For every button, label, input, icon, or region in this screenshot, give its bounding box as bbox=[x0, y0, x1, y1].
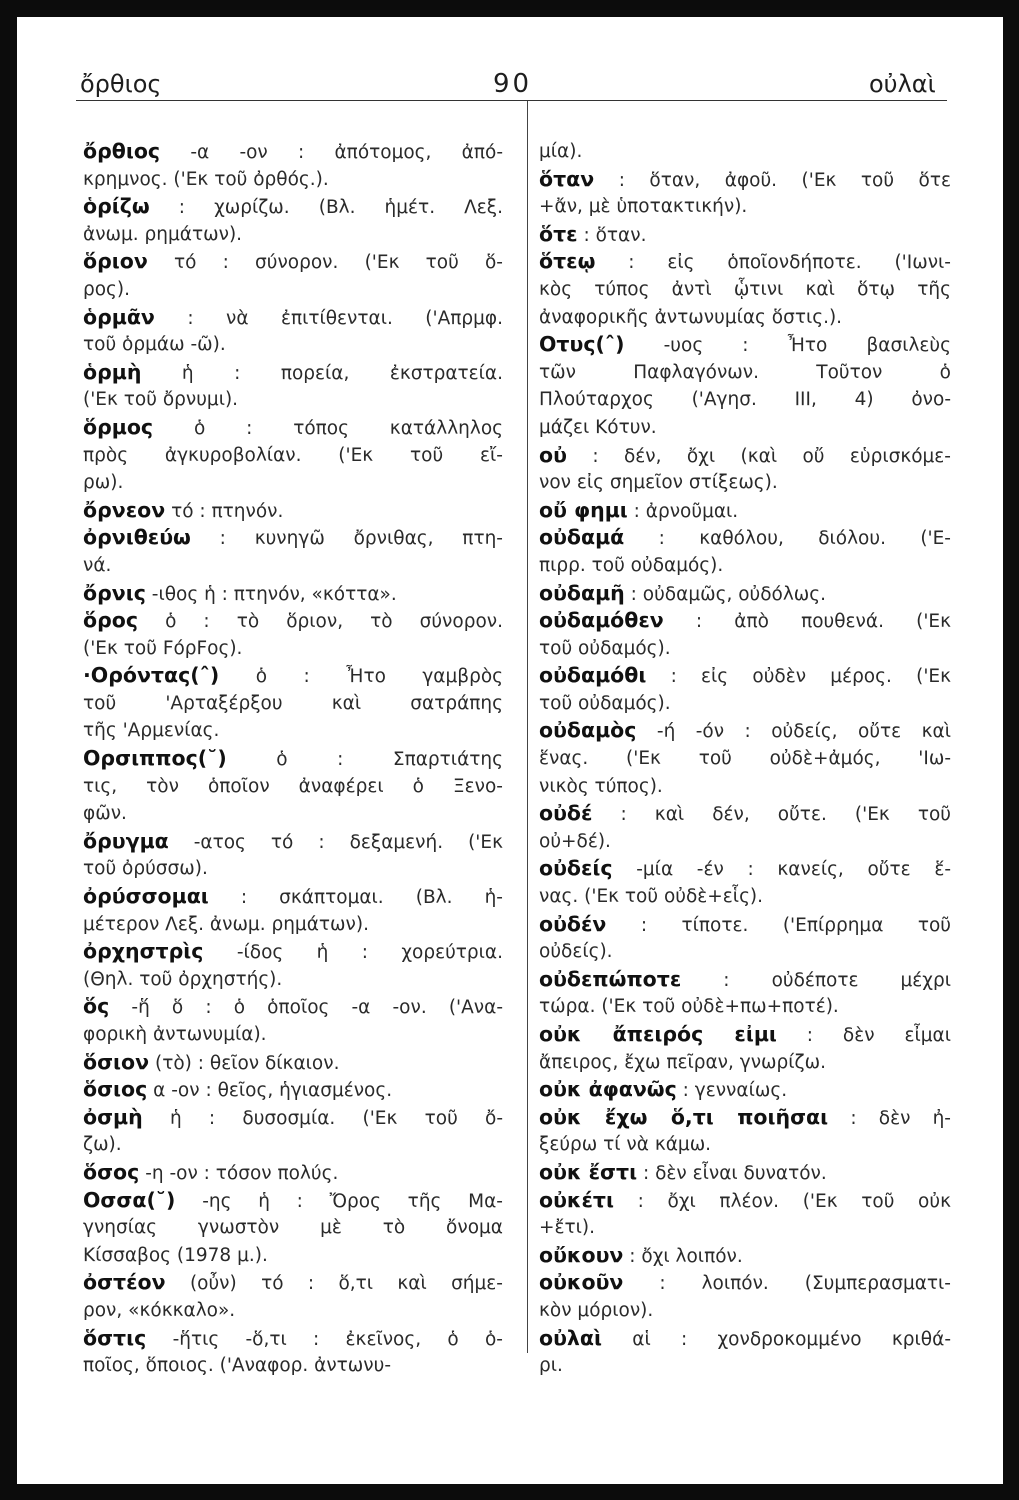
entry-line bbox=[539, 828, 951, 856]
dictionary-entry bbox=[83, 138, 503, 193]
headword: ὄρνεον bbox=[83, 497, 166, 522]
headword: ὁρμᾶν bbox=[83, 304, 155, 329]
dictionary-entry bbox=[539, 607, 951, 662]
definition-text: : δὲν εἶναι δυνατόν. bbox=[642, 1162, 827, 1184]
entry-line bbox=[83, 1187, 503, 1215]
dictionary-entry bbox=[83, 828, 503, 883]
headword: οὐδέ bbox=[539, 801, 593, 826]
definition-text: ἄπειρος, ἔχω πεῖραν, γνωρίζω. bbox=[539, 1051, 826, 1073]
entry-line bbox=[83, 414, 503, 442]
headword: ὅρμος bbox=[83, 414, 154, 439]
dictionary-entry bbox=[83, 662, 503, 745]
dictionary-entry bbox=[539, 497, 951, 525]
entry-line bbox=[539, 911, 951, 939]
dictionary-entry bbox=[83, 1076, 503, 1104]
definition-text: : ἀπὸ πουθενά. ('Εκ bbox=[695, 611, 951, 633]
definition-text: φῶν. bbox=[83, 803, 127, 825]
entry-line bbox=[539, 1242, 951, 1270]
definition-text: κὸν μόριον). bbox=[539, 1299, 654, 1321]
definition-text: κρημνος. ('Εκ τοῦ ὀρθός.). bbox=[83, 168, 329, 190]
entry-line bbox=[539, 580, 951, 608]
headword: ὄρνις bbox=[83, 580, 146, 605]
definition-text: -ἥτις -ὅ,τι : ἐκεῖνος, ὁ ὁ- bbox=[172, 1328, 503, 1350]
entry-line bbox=[83, 359, 503, 387]
dictionary-entry bbox=[83, 248, 503, 303]
entry-line bbox=[539, 442, 951, 470]
entry-line bbox=[539, 938, 951, 966]
entry-line bbox=[539, 221, 951, 249]
definition-text: : λοιπόν. (Συμπερασματι- bbox=[659, 1273, 951, 1295]
definition-text: ('Εκ τοῦ ϜόρϜος). bbox=[83, 637, 243, 659]
definition-text: τοῦ οὐδαμός). bbox=[539, 692, 671, 714]
definition-text: τώρα. ('Εκ τοῦ οὐδὲ+πω+ποτέ). bbox=[539, 996, 839, 1018]
entry-line bbox=[539, 1159, 951, 1187]
entry-line bbox=[539, 607, 951, 635]
definition-text: +ἔτι). bbox=[539, 1217, 595, 1239]
entry-line bbox=[83, 745, 503, 773]
definition-text: ὁ : Σπαρτιάτης bbox=[276, 749, 503, 771]
entry-line bbox=[539, 359, 951, 387]
definition-text: ποῖος, ὅποιος. ('Αναφορ. ἀντωνυ- bbox=[83, 1355, 392, 1377]
entry-line bbox=[539, 662, 951, 690]
entry-line bbox=[83, 580, 503, 608]
headword: οὐκοῦν bbox=[539, 1270, 624, 1295]
entry-line bbox=[83, 1076, 503, 1104]
definition-text: πιρρ. τοῦ οὐδαμός). bbox=[539, 554, 724, 576]
definition-text: : νὰ ἐπιτίθενται. ('Απρμφ. bbox=[187, 307, 503, 329]
definition-text: -ης ἡ : Ὄρος τῆς Μα- bbox=[202, 1190, 503, 1212]
definition-text: Κίσσαβος (1978 μ.). bbox=[83, 1244, 268, 1266]
definition-text: : ὅταν, ἀφοῦ. ('Εκ τοῦ ὅτε bbox=[618, 169, 951, 191]
dictionary-entry bbox=[539, 1325, 951, 1380]
dictionary-entry bbox=[539, 911, 951, 966]
entry-line bbox=[83, 304, 503, 332]
entry-line bbox=[539, 304, 951, 332]
definition-text: νον εἰς σημεῖον στίξεως). bbox=[539, 472, 778, 494]
dictionary-entry bbox=[539, 331, 951, 441]
entry-line bbox=[539, 1021, 951, 1049]
headword: ὄρυγμα bbox=[83, 828, 169, 853]
definition-text: -ή -όν : οὐδείς, οὔτε καὶ bbox=[656, 721, 951, 743]
definition-text: τις, τὸν ὁποῖον ἀναφέρει ὁ Ξενο- bbox=[83, 775, 503, 797]
definition-text: -ίδος ἡ : χορεύτρια. bbox=[236, 942, 503, 964]
definition-text: : εἰς οὐδὲν μέρος. ('Εκ bbox=[670, 666, 951, 688]
entry-line bbox=[83, 552, 503, 580]
dictionary-entry bbox=[83, 304, 503, 359]
entry-line bbox=[539, 497, 951, 525]
definition-text: -ιθος ἡ : πτηνόν, «κόττα». bbox=[151, 583, 397, 605]
headword: οὐ bbox=[539, 442, 567, 467]
definition-text: : τίποτε. ('Επίρρημα τοῦ bbox=[640, 914, 951, 936]
entry-line bbox=[539, 469, 951, 497]
entry-line bbox=[539, 331, 951, 359]
running-head-left: ὄρθιος bbox=[80, 70, 162, 98]
definition-text: ἡ : δυσοσμία. ('Εκ τοῦ ὄ- bbox=[169, 1107, 503, 1129]
headword: ὅσιον bbox=[83, 1049, 150, 1074]
entry-line bbox=[539, 883, 951, 911]
entry-line bbox=[539, 717, 951, 745]
dictionary-entry bbox=[539, 1242, 951, 1270]
headword: ὄρθιος bbox=[83, 139, 161, 163]
definition-text: α -ον : θεῖος, ἡγιασμένος. bbox=[153, 1080, 393, 1102]
entry-line bbox=[83, 1269, 503, 1297]
headword: οὔκουν bbox=[539, 1242, 624, 1267]
definition-text: : δέν, ὄχι (καὶ οὔ εὑρισκόμε- bbox=[592, 445, 951, 467]
dictionary-entry bbox=[539, 966, 951, 1021]
entry-line bbox=[83, 331, 503, 359]
entry-line bbox=[539, 1104, 951, 1132]
dictionary-entry bbox=[83, 607, 503, 662]
definition-text: -υος : Ἦτο βασιλεὺς bbox=[663, 335, 951, 357]
dictionary-entry bbox=[83, 745, 503, 828]
definition-text: ρω). bbox=[83, 472, 124, 494]
definition-text: (τὸ) : θεῖον δίκαιον. bbox=[154, 1052, 340, 1074]
entry-line bbox=[83, 221, 503, 249]
definition-text: : χωρίζω. (Βλ. ἡμέτ. Λεξ. bbox=[178, 197, 503, 219]
right-column bbox=[539, 138, 951, 1380]
definition-text: ἀναφορικῆς ἀντωνυμίας ὅστις.). bbox=[539, 306, 843, 328]
definition-text: οὐ+δέ). bbox=[539, 830, 611, 852]
definition-text: : οὐδαμῶς, οὐδόλως. bbox=[630, 583, 827, 605]
entry-line bbox=[83, 386, 503, 414]
headword: οὐκ ἀφανῶς bbox=[539, 1077, 677, 1102]
definition-text: μία). bbox=[539, 141, 583, 162]
definition-text: τό : σύνορον. ('Εκ τοῦ ὅ- bbox=[173, 252, 503, 274]
headword: οὐδαμά bbox=[539, 525, 625, 550]
definition-text: τοῦ ὀρύσσω). bbox=[83, 858, 208, 880]
entry-line bbox=[83, 166, 503, 194]
definition-text: τοῦ ὁρμάω -ῶ). bbox=[83, 334, 226, 356]
dictionary-entry bbox=[539, 855, 951, 910]
entry-line bbox=[83, 1159, 503, 1187]
definition-text: οὐδείς). bbox=[539, 941, 613, 963]
entry-line bbox=[539, 1187, 951, 1215]
definition-text: φορικὴ ἀντωνυμία). bbox=[83, 1024, 267, 1045]
dictionary-entry bbox=[539, 1104, 951, 1159]
headword: ὀστέον bbox=[83, 1270, 166, 1295]
entry-line bbox=[83, 993, 503, 1021]
entry-line bbox=[83, 442, 503, 470]
headword: ὁρμὴ bbox=[83, 359, 142, 384]
definition-text: -ατος τό : δεξαμενή. ('Εκ bbox=[193, 831, 503, 853]
entry-line bbox=[83, 773, 503, 801]
entry-line bbox=[83, 1021, 503, 1049]
definition-text: νικὸς τύπος). bbox=[539, 775, 663, 797]
entry-line bbox=[83, 524, 503, 552]
entry-line bbox=[539, 1352, 951, 1380]
entry-line bbox=[83, 800, 503, 828]
definition-text: νά. bbox=[83, 554, 112, 576]
dictionary-entry bbox=[83, 1325, 503, 1380]
dictionary-entry bbox=[83, 1187, 503, 1270]
definition-text: Πλούταρχος ('Αγησ. ΙΙΙ, 4) ὀνο- bbox=[539, 389, 951, 411]
entry-line bbox=[539, 166, 951, 194]
definition-text: τοῦ 'Αρταξέρξου καὶ σατράπης bbox=[83, 692, 503, 714]
headword: οὐδέν bbox=[539, 911, 607, 936]
definition-text: : ὄχι πλέον. ('Εκ τοῦ οὐκ bbox=[637, 1190, 951, 1212]
entry-line bbox=[83, 1049, 503, 1077]
entry-line bbox=[539, 966, 951, 994]
entry-line bbox=[83, 828, 503, 856]
definition-text: τῆς 'Αρμενίας. bbox=[83, 720, 220, 742]
definition-text: κὸς τύπος ἀντὶ ᾧτινι καὶ ὅτῳ τῆς bbox=[539, 278, 951, 300]
entry-line bbox=[539, 1049, 951, 1077]
dictionary-entry bbox=[539, 800, 951, 855]
dictionary-entry bbox=[83, 1159, 503, 1187]
definition-text: μέτερον Λεξ. ἀνωμ. ρημάτων). bbox=[83, 913, 369, 935]
entry-line bbox=[83, 690, 503, 718]
definition-text: ἀνωμ. ρημάτων). bbox=[83, 223, 243, 245]
definition-text: : οὐδέποτε μέχρι bbox=[723, 969, 951, 991]
dictionary-entry bbox=[539, 524, 951, 579]
headword: ὀσμὴ bbox=[83, 1104, 143, 1129]
entry-line bbox=[539, 248, 951, 276]
entry-line bbox=[83, 607, 503, 635]
dictionary-entry bbox=[83, 524, 503, 579]
dictionary-entry bbox=[539, 442, 951, 497]
dictionary-entry bbox=[539, 1187, 951, 1242]
headword: ὀρύσσομαι bbox=[83, 884, 209, 909]
definition-text: -ἥ ὅ : ὁ ὁποῖος -α -ον. ('Ανα- bbox=[131, 997, 504, 1019]
entry-line bbox=[83, 717, 503, 745]
entry-line bbox=[539, 1325, 951, 1353]
dictionary-entry bbox=[83, 193, 503, 248]
dictionary-entry bbox=[83, 883, 503, 938]
entry-line bbox=[539, 745, 951, 773]
dictionary-entry bbox=[83, 1104, 503, 1159]
headword: οὐδαμόθι bbox=[539, 663, 647, 688]
definition-text: ('Εκ τοῦ ὄρνυμι). bbox=[83, 389, 239, 411]
dictionary-entry bbox=[83, 993, 503, 1048]
entry-line bbox=[83, 1352, 503, 1380]
definition-text: ἡ : πορεία, ἐκστρατεία. bbox=[181, 362, 504, 384]
definition-text: -μία -έν : κανείς, οὔτε ἕ- bbox=[636, 859, 951, 881]
definition-text: : κυνηγῶ ὄρνιθας, πτη- bbox=[219, 528, 503, 550]
entry-line bbox=[539, 855, 951, 883]
headword: ὅριον bbox=[83, 249, 148, 274]
definition-text: ρον, «κόκκαλο». bbox=[83, 1299, 236, 1321]
headword: ·Ορόντας(ˆ) bbox=[83, 663, 220, 688]
definition-text: ἕνας. ('Εκ τοῦ οὐδὲ+ἀμός, 'Ιω- bbox=[539, 748, 951, 770]
entry-line bbox=[83, 276, 503, 304]
headword: ὁρίζω bbox=[83, 194, 150, 219]
headword: οὐδείς bbox=[539, 856, 613, 881]
entry-line bbox=[539, 773, 951, 801]
entry-line bbox=[539, 1297, 951, 1325]
definition-text: ξεύρω τί νὰ κάμω. bbox=[539, 1134, 712, 1156]
dictionary-entry bbox=[83, 1049, 503, 1077]
headword: ὅτε bbox=[539, 221, 578, 246]
definition-text: ζω). bbox=[83, 1134, 122, 1156]
entry-line bbox=[539, 690, 951, 718]
running-head-right: οὐλαὶ bbox=[869, 70, 936, 98]
headword: οὐκ ἔχω ὅ,τι ποιῆσαι bbox=[539, 1104, 829, 1129]
entry-line bbox=[83, 1104, 503, 1132]
definition-text: τοῦ οὐδαμός). bbox=[539, 637, 671, 659]
dictionary-entry bbox=[539, 248, 951, 331]
dictionary-entry bbox=[539, 662, 951, 717]
definition-text: ρος). bbox=[83, 278, 131, 300]
definition-text: πρὸς ἀγκυροβολίαν. ('Εκ τοῦ εἴ- bbox=[83, 444, 503, 466]
entry-line bbox=[83, 966, 503, 994]
definition-text: ὁ : τὸ ὅριον, τὸ σύνορον. bbox=[165, 611, 503, 633]
headword: ὅρος bbox=[83, 608, 138, 633]
dictionary-entry bbox=[539, 1021, 951, 1076]
entry-line bbox=[539, 1131, 951, 1159]
entry-line bbox=[83, 497, 503, 525]
entry-line bbox=[539, 635, 951, 663]
entry-line bbox=[83, 662, 503, 690]
headword: ὀρχηστρὶς bbox=[83, 939, 204, 964]
definition-text: -η -ον : τόσον πολύς. bbox=[145, 1162, 339, 1184]
entry-line bbox=[539, 193, 951, 221]
definition-text: μάζει Κότυν. bbox=[539, 416, 657, 438]
definition-text: (Θηλ. τοῦ ὀρχηστής). bbox=[83, 968, 283, 990]
entry-line bbox=[83, 1297, 503, 1325]
entry-line bbox=[83, 883, 503, 911]
headword: οὐκ ἔστι bbox=[539, 1159, 638, 1184]
definition-text: τό : πτηνόν. bbox=[171, 500, 284, 522]
dictionary-entry bbox=[83, 938, 503, 993]
entry-line bbox=[83, 138, 503, 166]
definition-text: : εἰς ὁποῖονδήποτε. ('Ιωνι- bbox=[628, 252, 951, 274]
dictionary-entry bbox=[539, 138, 951, 166]
definition-text: ὁ : τόπος κατάλληλος bbox=[193, 417, 503, 439]
dictionary-entry bbox=[539, 717, 951, 800]
definition-text: : ἀρνοῦμαι. bbox=[633, 500, 739, 522]
entry-line bbox=[539, 1214, 951, 1242]
definition-text: γνησίας γνωστὸν μὲ τὸ ὄνομα bbox=[83, 1217, 503, 1239]
dictionary-entry bbox=[539, 1076, 951, 1104]
headword: ὅστις bbox=[83, 1325, 147, 1350]
entry-line bbox=[83, 1325, 503, 1353]
definition-text: (οὖν) τό : ὅ,τι καὶ σήμε- bbox=[189, 1273, 503, 1295]
entry-line bbox=[83, 1242, 503, 1270]
entry-line bbox=[83, 469, 503, 497]
entry-line bbox=[83, 938, 503, 966]
entry-line bbox=[83, 1214, 503, 1242]
header-rule bbox=[76, 100, 947, 101]
entry-line bbox=[539, 800, 951, 828]
headword: οὐκ ἄπειρός εἰμι bbox=[539, 1022, 777, 1046]
dictionary-entry bbox=[539, 1159, 951, 1187]
headword: οὐκέτι bbox=[539, 1187, 614, 1212]
definition-text: τῶν Παφλαγόνων. Τοῦτον ὁ bbox=[539, 361, 951, 383]
headword: ὅταν bbox=[539, 166, 595, 191]
definition-text: : καὶ δέν, οὔτε. ('Εκ τοῦ bbox=[620, 804, 951, 826]
headword: ὅτεῳ bbox=[539, 249, 596, 274]
dictionary-entry bbox=[83, 1269, 503, 1324]
entry-line bbox=[539, 993, 951, 1021]
headword: ὅς bbox=[83, 994, 110, 1019]
headword: ὅσιος bbox=[83, 1077, 148, 1102]
definition-text: νας. ('Εκ τοῦ οὐδὲ+εἷς). bbox=[539, 886, 764, 908]
entry-line bbox=[83, 248, 503, 276]
definition-text: -α -ον : ἀπότομος, ἀπό- bbox=[190, 142, 503, 163]
dictionary-entry bbox=[539, 221, 951, 249]
headword: οὐδαμὸς bbox=[539, 718, 637, 743]
definition-text: : σκάπτομαι. (Βλ. ἡ- bbox=[240, 887, 503, 909]
entry-line bbox=[539, 524, 951, 552]
definition-text: : δὲν εἶμαι bbox=[806, 1025, 951, 1046]
entry-line bbox=[83, 1131, 503, 1159]
headword: ὅσος bbox=[83, 1159, 140, 1184]
definition-text: αἱ : χονδροκομμένο κριθά- bbox=[632, 1328, 951, 1350]
definition-text: +ἄν, μὲ ὑποτακτικήν). bbox=[539, 196, 748, 218]
entry-line bbox=[539, 1269, 951, 1297]
definition-text: ρι. bbox=[539, 1355, 563, 1377]
headword: οὐλαὶ bbox=[539, 1325, 602, 1350]
entry-line bbox=[539, 386, 951, 414]
headword: ὀρνιθεύω bbox=[83, 525, 191, 550]
entry-line bbox=[539, 414, 951, 442]
entry-line bbox=[83, 635, 503, 663]
definition-text: : γενναίως. bbox=[682, 1080, 788, 1102]
entry-line bbox=[539, 276, 951, 304]
dictionary-entry bbox=[83, 414, 503, 497]
dictionary-entry bbox=[83, 580, 503, 608]
dictionary-entry bbox=[539, 1269, 951, 1324]
entry-line bbox=[539, 1076, 951, 1104]
headword: Οτυς(ˆ) bbox=[539, 332, 625, 357]
entry-line bbox=[83, 855, 503, 883]
left-column bbox=[83, 138, 503, 1380]
definition-text: : δὲν ἠ- bbox=[850, 1107, 951, 1129]
headword: οὐδαμόθεν bbox=[539, 608, 664, 633]
definition-text: ὁ : Ἦτο γαμβρὸς bbox=[255, 666, 504, 688]
definition-text: : καθόλου, διόλου. ('Ε- bbox=[658, 528, 951, 550]
definition-text: : ὄχι λοιπόν. bbox=[629, 1245, 743, 1267]
dictionary-entry bbox=[539, 166, 951, 221]
definition-text: : ὅταν. bbox=[583, 224, 647, 246]
page-number: 90 bbox=[493, 69, 533, 99]
entry-line bbox=[83, 193, 503, 221]
headword: οὐδεπώποτε bbox=[539, 966, 682, 991]
entry-line bbox=[539, 552, 951, 580]
headword: οὔ φημι bbox=[539, 497, 628, 522]
dictionary-entry bbox=[83, 359, 503, 414]
headword: Ορσιππος(˘) bbox=[83, 746, 227, 771]
dictionary-entry bbox=[83, 497, 503, 525]
column-divider bbox=[527, 101, 528, 1353]
headword: Οσσα(˘) bbox=[83, 1187, 176, 1212]
entry-line bbox=[83, 911, 503, 939]
headword: οὐδαμῆ bbox=[539, 580, 625, 605]
entry-line bbox=[539, 138, 951, 166]
dictionary-entry bbox=[539, 580, 951, 608]
